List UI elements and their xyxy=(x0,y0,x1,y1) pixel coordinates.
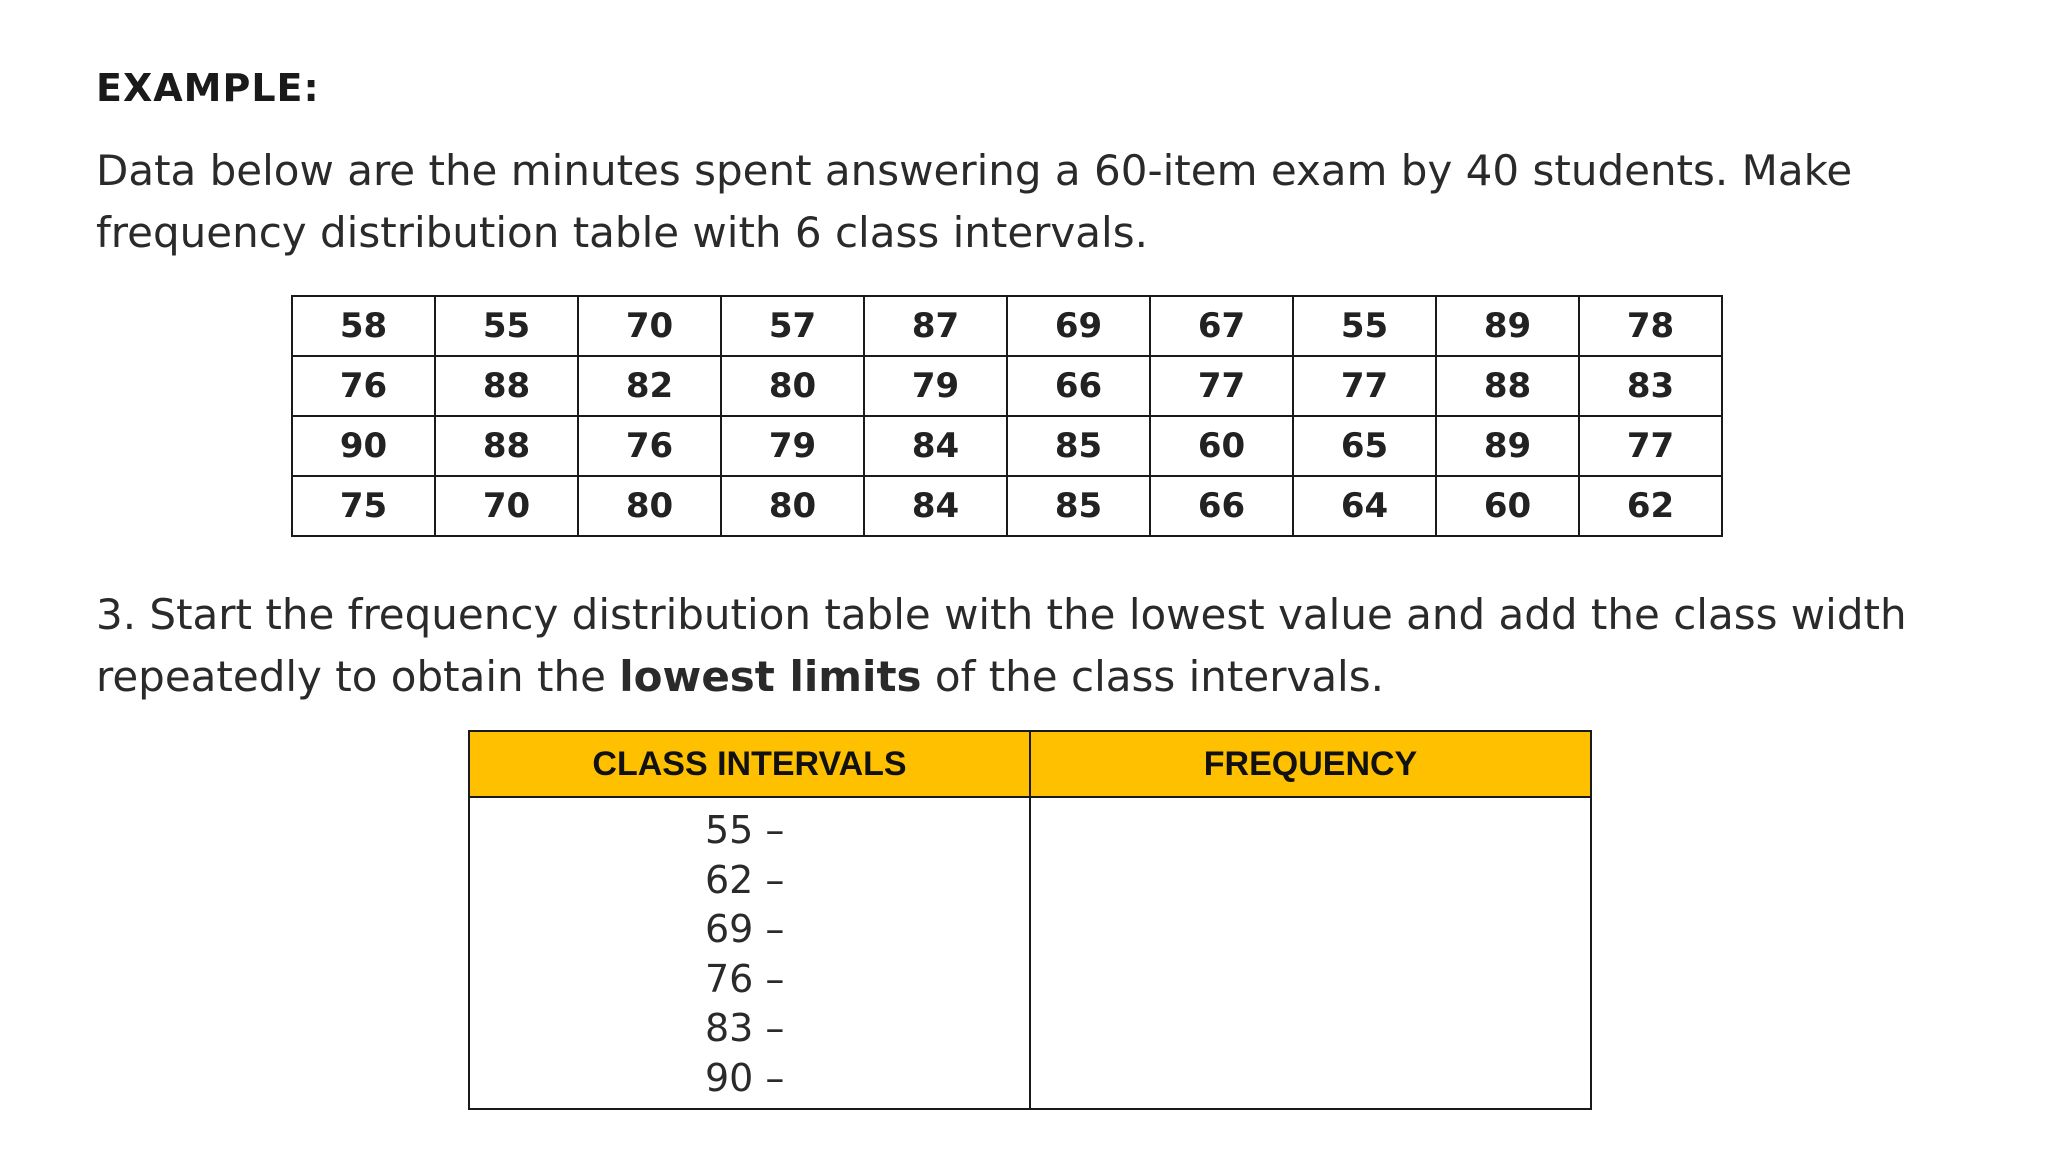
table-cell: 88 xyxy=(435,356,578,416)
interval-item: 76 – xyxy=(705,956,785,1001)
table-cell: 62 xyxy=(1579,476,1722,536)
table-cell: 64 xyxy=(1293,476,1436,536)
frequency-distribution-table xyxy=(468,730,1592,1110)
table-cell: 69 xyxy=(1007,296,1150,356)
table-cell: 84 xyxy=(864,416,1007,476)
interval-item: 55 – xyxy=(705,808,785,852)
interval-item: 62 – xyxy=(705,857,785,902)
table-cell: 60 xyxy=(1150,416,1293,476)
table-cell: 80 xyxy=(578,476,721,536)
table-cell: 78 xyxy=(1579,296,1722,356)
step-line-2-bold: lowest limits xyxy=(619,652,922,701)
table-cell: 76 xyxy=(292,356,435,416)
table-row xyxy=(469,797,1591,1109)
table-cell: 58 xyxy=(292,296,435,356)
table-cell: 60 xyxy=(1436,476,1579,536)
table-cell: 90 xyxy=(292,416,435,476)
table-cell: 88 xyxy=(435,416,578,476)
intervals-cell xyxy=(469,797,1030,1109)
table-cell: 87 xyxy=(864,296,1007,356)
step-line-2-post: of the class intervals. xyxy=(921,652,1384,701)
table-cell: 70 xyxy=(435,476,578,536)
interval-item: 83 – xyxy=(705,1006,785,1050)
table-cell: 67 xyxy=(1150,296,1293,356)
interval-item: 69 – xyxy=(705,907,785,951)
intro-paragraph xyxy=(96,140,1976,264)
table-cell: 89 xyxy=(1436,416,1579,476)
header-frequency: FREQUENCY xyxy=(1030,731,1591,797)
table-cell: 77 xyxy=(1150,356,1293,416)
step-line-1: 3. Start the frequency distribution table with the lowest value and add the class width xyxy=(96,590,1907,639)
table-cell: 89 xyxy=(1436,296,1579,356)
table-cell: 66 xyxy=(1007,356,1150,416)
table-cell: 57 xyxy=(721,296,864,356)
table-row xyxy=(292,476,1722,536)
frequency-cell xyxy=(1030,797,1591,1109)
table-cell: 66 xyxy=(1150,476,1293,536)
interval-item: 90 – xyxy=(705,1055,785,1100)
table-cell: 77 xyxy=(1579,416,1722,476)
table-cell: 55 xyxy=(435,296,578,356)
example-heading: EXAMPLE: xyxy=(96,66,320,110)
step-paragraph xyxy=(96,584,1976,708)
table-row xyxy=(292,296,1722,356)
intervals-list xyxy=(470,798,1029,1103)
table-cell: 76 xyxy=(578,416,721,476)
table-cell: 82 xyxy=(578,356,721,416)
header-class-intervals: CLASS INTERVALS xyxy=(469,731,1030,797)
table-cell: 65 xyxy=(1293,416,1436,476)
table-header-row xyxy=(469,731,1591,797)
table-cell: 79 xyxy=(721,416,864,476)
raw-data-table xyxy=(291,295,1723,537)
table-cell: 79 xyxy=(864,356,1007,416)
table-cell: 84 xyxy=(864,476,1007,536)
table-cell: 80 xyxy=(721,476,864,536)
table-row xyxy=(292,416,1722,476)
table-cell: 77 xyxy=(1293,356,1436,416)
intro-line-2: frequency distribution table with 6 class intervals. xyxy=(96,208,1148,257)
table-row xyxy=(292,356,1722,416)
table-cell: 75 xyxy=(292,476,435,536)
step-line-2-pre: repeatedly to obtain the xyxy=(96,652,620,701)
table-cell: 80 xyxy=(721,356,864,416)
table-cell: 55 xyxy=(1293,296,1436,356)
table-cell: 85 xyxy=(1007,416,1150,476)
table-cell: 88 xyxy=(1436,356,1579,416)
table-cell: 70 xyxy=(578,296,721,356)
table-cell: 85 xyxy=(1007,476,1150,536)
table-cell: 83 xyxy=(1579,356,1722,416)
intro-line-1: Data below are the minutes spent answering a 60-item exam by 40 students. Make xyxy=(96,146,1853,195)
